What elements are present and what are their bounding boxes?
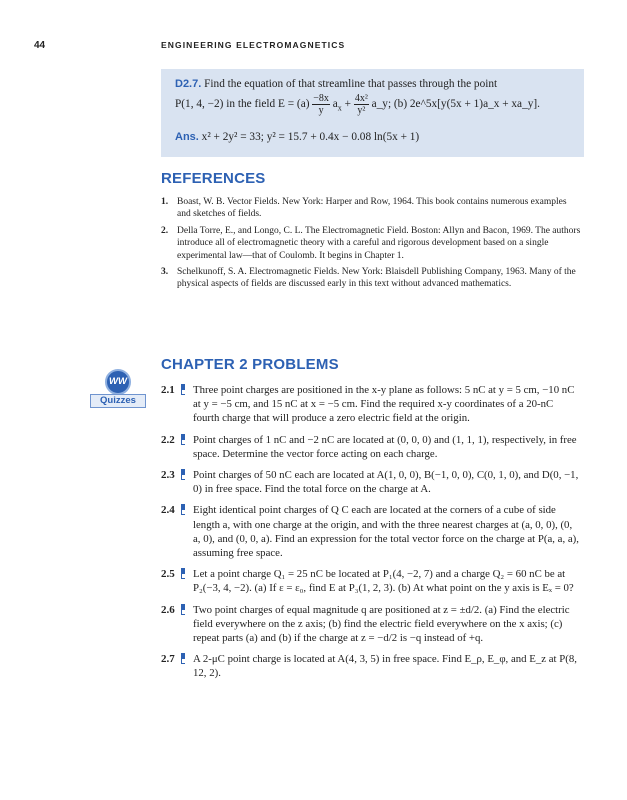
drill-question-tail: a_y; (b) 2e^5x[y(5x + 1)a_x + xa_y]. xyxy=(371,97,540,110)
drill-question: D2.7. Find the equation of that streamline that passes through the point P(1, 4, −2) in the field E = (a) $\frac{-8x}{y}$ $a_x$ + $\frac{\text{4x²}}{\text{y²}}$ a_y; (b) 2e^5x[y(5x + 1)a_x + xa_y]. xyxy=(175,78,540,116)
reference-item: 1. Boast, W. B. Vector Fields. New York: Harper and Row, 1964. This book contains numerous examples and sketches of fields. xyxy=(161,197,567,220)
problem-flag-icon xyxy=(181,434,185,445)
references-list xyxy=(161,196,581,295)
problem-item: 2.2 Point charges of 1 nC and −2 nC are located at (0, 0, 0) and (1, 1, 1), respectively, in free space. Determine the vector force acting on each charge. xyxy=(161,433,577,460)
reference-item: 3. Schelkunoff, S. A. Electromagnetic Fields. New York: Blaisdell Publishing Company, 1963. Many of the physical aspects of fields are discussed early in this text without advanced mathematics. xyxy=(161,267,576,290)
problem-list xyxy=(161,383,581,688)
chapter-problems-heading: CHAPTER 2 PROBLEMS xyxy=(161,356,339,373)
problem-item: 2.5 Let a point charge Q₁ = 25 nC be located at P₁(4, −2, 7) and a charge Q₂ = 60 nC be at P₂(−3, 4, −2). (a) If ε = ε₀, find E at P₃(1, 2, 3). (b) At what point on the y axis is Eₓ = 0? xyxy=(161,568,574,595)
page-number: 44 xyxy=(34,40,46,51)
answer-text: x² + 2y² = 33; y² = 15.7 + 0.4x − 0.08 ln(5x + 1) xyxy=(201,131,420,143)
problem-flag-icon xyxy=(181,384,185,395)
quizzes-label[interactable]: Quizzes xyxy=(90,394,146,408)
problem-item: 2.4 Eight identical point charges of Q C each are located at the corners of a cube of side length a, with one charge at the origin, and with the three nearest charges at (a, 0, 0), (0, a, 0), and (0, 0, a). Find an expression for the total vector force on the charge at P(a, a, a), assuming free space. xyxy=(161,504,579,560)
problem-flag-icon xyxy=(181,604,185,615)
quizzes-badge[interactable] xyxy=(90,369,146,408)
drill-answer xyxy=(175,131,573,143)
reference-item: 2. Della Torre, E., and Longo, C. L. The Electromagnetic Field. Boston: Allyn and Bacon, 1969. The authors introduce all of electromagnetic theory with a careful and rigorous development based on a single experimental law—that of Coulomb. It begins in Chapter 1. xyxy=(161,225,581,261)
fraction-1: $\frac{-8x}{y}$ xyxy=(313,92,329,116)
problem-item: 2.3 Point charges of 50 nC each are located at A(1, 0, 0), B(−1, 0, 0), C(0, 1, 0), and D(0, −1, 0) in free space. Find the total force on the charge at A. xyxy=(161,469,579,496)
references-heading: REFERENCES xyxy=(161,170,266,187)
drill-id: D2.7. xyxy=(175,78,202,90)
problem-flag-icon xyxy=(181,653,185,664)
problem-flag-icon xyxy=(181,568,185,579)
running-title: ENGINEERING ELECTROMAGNETICS xyxy=(161,40,346,50)
ww-icon: WW xyxy=(105,369,131,395)
problem-item: 2.6 Two point charges of equal magnitude q are positioned at z = ±d/2. (a) Find the electric field everywhere on the z axis; (b) find the electric field everywhere on the x axis; (c) repeat parts (a) and (b) if the charge at z = −d/2 is −q instead of +q. xyxy=(161,603,570,645)
problem-flag-icon xyxy=(181,469,185,480)
problem-item: 2.1 Three point charges are positioned in the x-y plane as follows: 5 nC at y = 5 cm, −10 nC at y = −5 cm, and 15 nC at x = −5 cm. Find the required x-y coordinates of a 20-nC fourth charge that will produce a zero electric field at the origin. xyxy=(161,384,575,425)
problem-item: 2.7 A 2-μC point charge is located at A(4, 3, 5) in free space. Find E_ρ, E_φ, and E_z at P(8, 12, 2). xyxy=(161,653,577,680)
drill-question-intro: Find the equation of that streamline that passes through the point xyxy=(204,78,498,90)
problem-flag-icon xyxy=(181,504,185,515)
page-header xyxy=(0,40,627,52)
drill-question-point: P(1, 4, −2) in the field E = (a) xyxy=(175,97,310,110)
fraction-2: $\frac{\text{4x²}}{\text{y²}}$ xyxy=(354,92,368,116)
answer-label: Ans. xyxy=(175,131,199,143)
drill-problem-box xyxy=(161,69,584,157)
